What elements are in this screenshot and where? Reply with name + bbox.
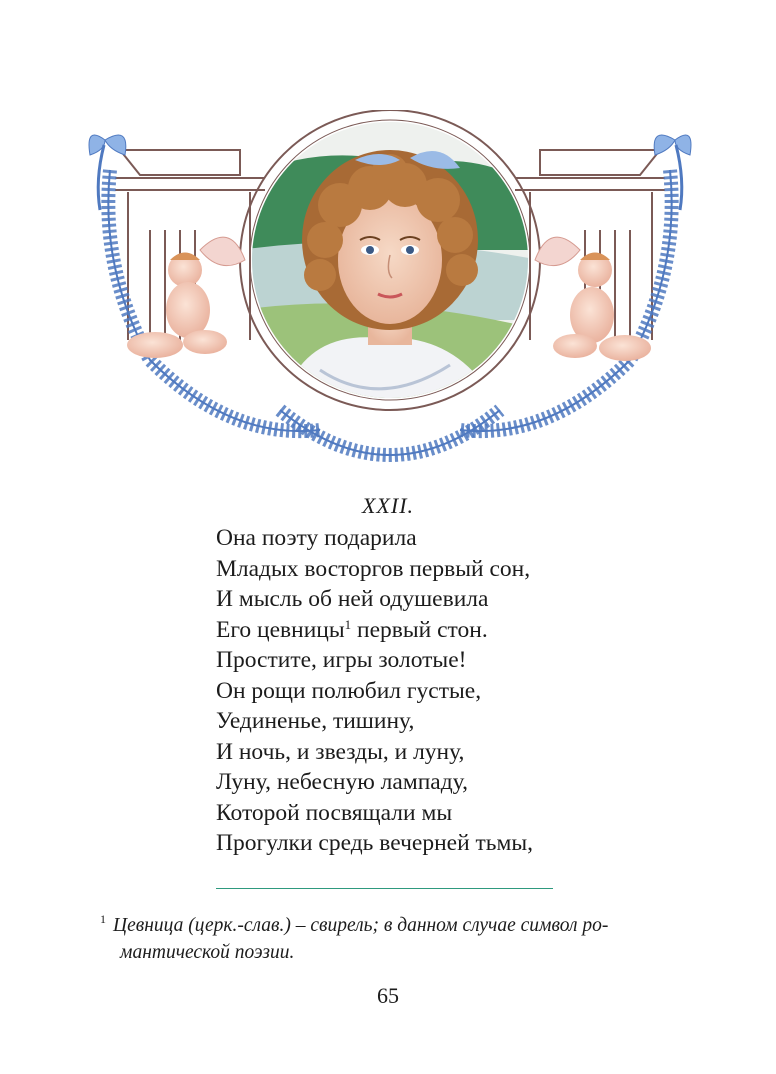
cherub-left [127, 237, 245, 358]
garland-bottom [280, 410, 500, 455]
poem-line-with-footnote [216, 615, 736, 646]
poem-line: Она поэту подарила [216, 525, 417, 551]
cherub-right [535, 237, 651, 361]
poem-line: Он рощи полюбил густые, [216, 677, 482, 704]
stanza-number: XXII. [361, 493, 415, 518]
poem-line: Простите, игры золотые! [216, 647, 467, 673]
footnote-text-2: мантической поэзии. [120, 942, 295, 963]
portrait-medallion [240, 110, 540, 410]
poem-line: И мысль об ней одушевила [216, 586, 489, 612]
footnote-text-1: Цевница (церк.-слав.) – свирель; в данном случае символ ро- [113, 915, 609, 936]
poem-line: Которой посвящали мы [216, 799, 453, 826]
poem-stanza [216, 523, 736, 859]
portrait-illustration [80, 110, 700, 490]
footnote-ref: 1 [344, 616, 352, 632]
footnote-divider [216, 888, 553, 889]
footnote-line [100, 906, 700, 939]
page-number: 65 [377, 983, 399, 1008]
footnote [100, 906, 700, 966]
poem-line-end: первый стон. [351, 616, 488, 643]
poem-line-start: Его цевницы [216, 616, 345, 643]
poem-line: Прогулки средь вечерней тьмы, [216, 830, 534, 856]
poem-line: И ночь, и звезды, и луну, [216, 738, 465, 765]
footnote-marker: 1 [100, 912, 106, 926]
poem-line: Младых восторгов первый сон, [216, 555, 531, 582]
poem-line: Луну, небесную лампаду, [216, 769, 468, 795]
poem-line: Уединенье, тишину, [216, 708, 415, 734]
